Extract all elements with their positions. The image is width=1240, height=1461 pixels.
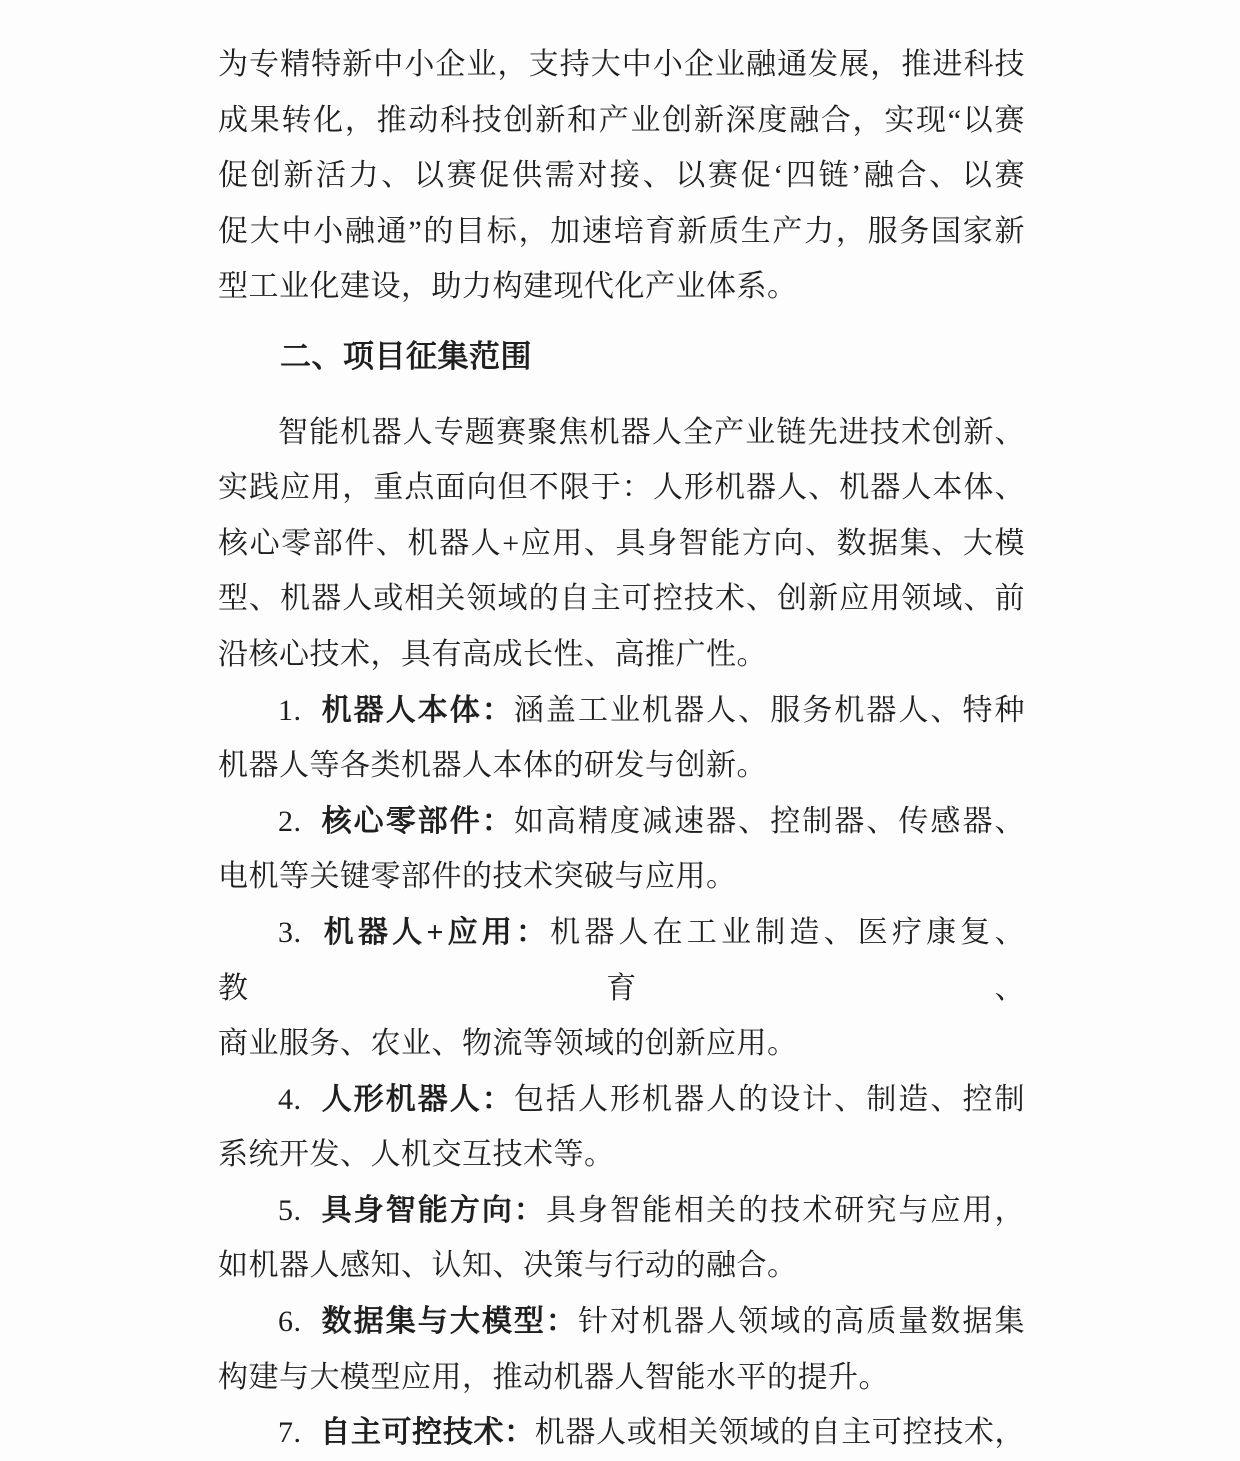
numbered-item bbox=[218, 683, 1025, 794]
text-line: 为专精特新中小企业，支持大中小企业融通发展，推进科技 bbox=[218, 48, 1025, 81]
item-continuation-line: 机器人等各类机器人本体的研发与创新。 bbox=[218, 749, 767, 783]
item-continuation-line: 电机等关键零部件的技术突破与应用。 bbox=[218, 860, 737, 894]
item-first-line bbox=[218, 1405, 1025, 1461]
item-continuation-line: 构建与大模型应用，推动机器人智能水平的提升。 bbox=[218, 1360, 889, 1394]
text-line: 实践应用，重点面向但不限于：人形机器人、机器人本体、 bbox=[218, 471, 1025, 505]
item-first-line bbox=[218, 683, 1025, 739]
intro-paragraph bbox=[218, 37, 1025, 315]
text-line: 促大中小融通”的目标，加速培育新质生产力，服务国家新 bbox=[218, 214, 1025, 248]
item-first-line bbox=[218, 1294, 1025, 1350]
item-text: 机器人或相关领域的自主可控技术， bbox=[534, 1416, 1026, 1450]
item-number: 7. bbox=[278, 1416, 302, 1450]
numbered-item bbox=[218, 1294, 1025, 1405]
text-line: 智能机器人专题赛聚焦机器人全产业链先进技术创新、 bbox=[278, 415, 1025, 449]
numbered-item bbox=[218, 1405, 1025, 1461]
scope-paragraph bbox=[218, 405, 1025, 683]
item-text: 如高精度减速器、控制器、传感器、 bbox=[513, 804, 1026, 838]
item-text: 具身智能相关的技术研究与应用， bbox=[545, 1193, 1026, 1227]
item-text: 机器人在工业制造、医疗康复、教育、 bbox=[218, 915, 1025, 1005]
text-line: 型工业化建设，助力构建现代化产业体系。 bbox=[218, 270, 798, 304]
item-continuation-line: 如机器人感知、认知、决策与行动的融合。 bbox=[218, 1249, 798, 1283]
numbered-item bbox=[218, 905, 1025, 1072]
item-term: 机器人+应用： bbox=[320, 915, 551, 949]
scope-items-list bbox=[218, 683, 1025, 1461]
section-heading bbox=[218, 329, 1025, 385]
item-number: 5. bbox=[278, 1193, 302, 1227]
document-page bbox=[218, 37, 1025, 1461]
numbered-item bbox=[218, 1183, 1025, 1294]
item-term: 人形机器人： bbox=[320, 1082, 514, 1116]
numbered-item bbox=[218, 1072, 1025, 1183]
item-text: 涵盖工业机器人、服务机器人、特种 bbox=[513, 693, 1026, 727]
section-heading-text: 二、项目征集范围 bbox=[280, 338, 532, 374]
item-term: 具身智能方向： bbox=[320, 1193, 546, 1227]
item-term: 数据集与大模型： bbox=[320, 1305, 578, 1339]
item-number: 2. bbox=[278, 804, 302, 838]
text-line: 核心零部件、机器人+应用、具身智能方向、数据集、大模 bbox=[218, 526, 1025, 560]
item-continuation-line: 系统开发、人机交互技术等。 bbox=[218, 1138, 615, 1172]
item-first-line bbox=[218, 1072, 1025, 1128]
item-continuation-line: 商业服务、农业、物流等领域的创新应用。 bbox=[218, 1027, 798, 1061]
text-line: 促创新活力、以赛促供需对接、以赛促‘四链’融合、以赛 bbox=[218, 159, 1025, 193]
item-number: 6. bbox=[278, 1305, 302, 1339]
item-number: 3. bbox=[278, 915, 302, 949]
item-term: 自主可控技术： bbox=[320, 1416, 535, 1450]
item-first-line bbox=[218, 794, 1025, 850]
numbered-item bbox=[218, 794, 1025, 905]
item-term: 机器人本体： bbox=[320, 693, 514, 727]
item-text: 针对机器人领域的高质量数据集 bbox=[577, 1305, 1026, 1339]
item-first-line bbox=[218, 905, 1025, 1016]
item-first-line bbox=[218, 1183, 1025, 1239]
text-line: 型、机器人或相关领域的自主可控技术、创新应用领域、前 bbox=[218, 582, 1025, 616]
item-number: 4. bbox=[278, 1082, 302, 1116]
item-text: 包括人形机器人的设计、制造、控制 bbox=[513, 1082, 1026, 1116]
text-line: 成果转化，推动科技创新和产业创新深度融合，实现“以赛 bbox=[218, 103, 1025, 137]
item-term: 核心零部件： bbox=[320, 804, 514, 838]
item-number: 1. bbox=[278, 693, 302, 727]
text-line: 沿核心技术，具有高成长性、高推广性。 bbox=[218, 637, 767, 671]
